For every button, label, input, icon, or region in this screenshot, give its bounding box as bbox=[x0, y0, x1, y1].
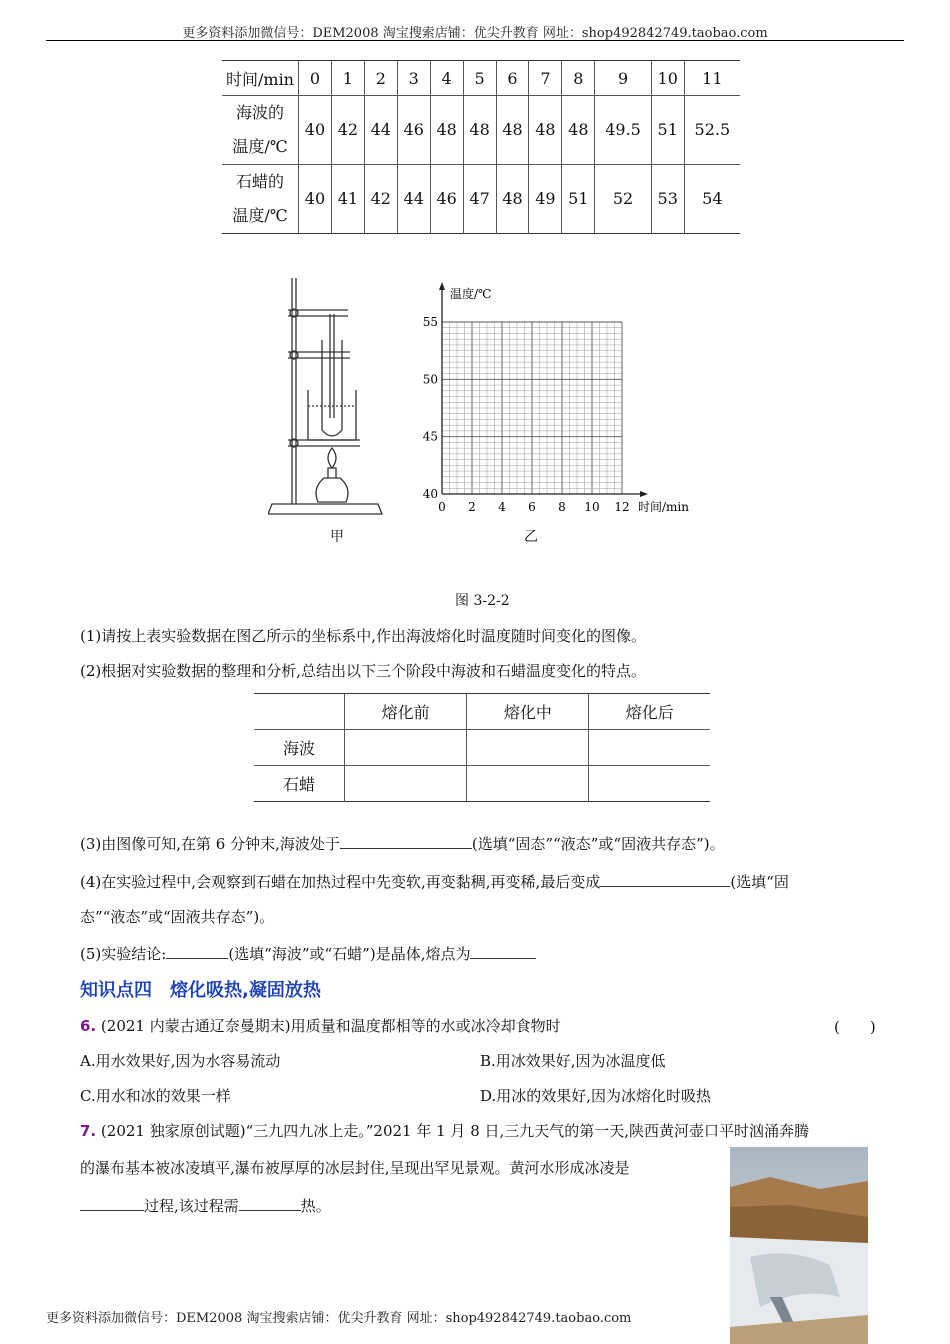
question-number: 7. bbox=[80, 1122, 97, 1140]
page-footer: 更多资料添加微信号：DEM2008 淘宝搜索店铺：优尖升教育 网址：shop492842749.taobao.com bbox=[46, 1311, 632, 1326]
question-5: (5)实验结论: (选填“海波”或“石蜡”)是晶体,熔点为 bbox=[80, 944, 890, 964]
hypo-cell: 52.5 bbox=[684, 96, 740, 165]
wax-cell: 42 bbox=[364, 165, 397, 234]
hypo-cell: 48 bbox=[529, 96, 562, 165]
hypo-cell: 48 bbox=[463, 96, 496, 165]
temperature-grid-chart bbox=[400, 280, 720, 520]
y-axis-arrow bbox=[439, 282, 445, 290]
wax-cell: 54 bbox=[684, 165, 740, 234]
time-header: 时间/min bbox=[222, 61, 299, 96]
hypo-cell: 51 bbox=[651, 96, 684, 165]
x-axis-label: 时间/min bbox=[638, 500, 689, 514]
frozen-waterfall-photo bbox=[730, 1147, 868, 1344]
answer-blank[interactable] bbox=[470, 944, 536, 959]
summary-header-before: 熔化前 bbox=[345, 694, 467, 730]
x-axis-arrow bbox=[640, 491, 648, 497]
question-7-line3: 过程,该过程需 热。 bbox=[80, 1196, 331, 1216]
summary-table bbox=[254, 693, 710, 802]
page-header: 更多资料添加微信号：DEM2008 淘宝搜索店铺：优尖升教育 网址：shop492842749.taobao.com bbox=[182, 26, 768, 41]
option-a[interactable]: A.用水效果好,因为水容易流动 bbox=[80, 1052, 281, 1070]
hypo-cell: 48 bbox=[496, 96, 529, 165]
option-b[interactable]: B.用冰效果好,因为冰温度低 bbox=[480, 1052, 666, 1070]
section-title: 知识点四 熔化吸热,凝固放热 bbox=[80, 980, 321, 1001]
summary-answer-cell[interactable] bbox=[467, 766, 589, 802]
summary-header-during: 熔化中 bbox=[467, 694, 589, 730]
wax-cell: 44 bbox=[397, 165, 430, 234]
x-tick-label: 4 bbox=[498, 500, 506, 514]
question-6: 6. (2021 内蒙古通辽奈曼期末)用质量和温度都相等的水或冰冷却食物时 bbox=[80, 1017, 561, 1035]
summary-header-empty bbox=[254, 694, 345, 730]
option-d[interactable]: D.用冰的效果好,因为冰熔化时吸热 bbox=[480, 1087, 712, 1105]
wax-cell: 40 bbox=[299, 165, 332, 234]
table-row-time bbox=[222, 61, 740, 96]
summary-answer-cell[interactable] bbox=[589, 730, 710, 766]
answer-blank[interactable] bbox=[80, 1196, 144, 1211]
summary-row-label: 海波 bbox=[254, 730, 345, 766]
answer-blank[interactable] bbox=[600, 872, 730, 887]
time-cell: 6 bbox=[496, 61, 529, 96]
hypo-cell: 42 bbox=[331, 96, 364, 165]
question-7-line2: 的瀑布基本被冰凌填平,瀑布被厚厚的冰层封住,呈现出罕见景观。黄河水形成冰凌是 bbox=[80, 1159, 630, 1177]
wax-cell: 49 bbox=[529, 165, 562, 234]
x-tick-label: 0 bbox=[438, 500, 446, 514]
wax-cell: 48 bbox=[496, 165, 529, 234]
y-tick-label: 55 bbox=[422, 315, 438, 329]
time-cell: 9 bbox=[595, 61, 651, 96]
question-2: (2)根据对实验数据的整理和分析,总结出以下三个阶段中海波和石蜡温度变化的特点。 bbox=[80, 662, 647, 680]
answer-blank[interactable] bbox=[340, 834, 472, 849]
time-cell: 8 bbox=[562, 61, 595, 96]
apparatus-diagram bbox=[268, 270, 388, 532]
summary-header-after: 熔化后 bbox=[589, 694, 710, 730]
time-cell: 5 bbox=[463, 61, 496, 96]
wax-cell: 41 bbox=[331, 165, 364, 234]
temperature-data-table bbox=[222, 60, 740, 234]
table-row-hypo bbox=[222, 96, 740, 165]
time-cell: 3 bbox=[397, 61, 430, 96]
hypo-cell: 44 bbox=[364, 96, 397, 165]
hypo-cell: 49.5 bbox=[595, 96, 651, 165]
summary-row-wax bbox=[254, 766, 710, 802]
summary-header-row bbox=[254, 694, 710, 730]
summary-answer-cell[interactable] bbox=[589, 766, 710, 802]
figure-caption: 图 3-2-2 bbox=[455, 593, 510, 609]
summary-answer-cell[interactable] bbox=[345, 730, 467, 766]
x-tick-label: 8 bbox=[558, 500, 566, 514]
y-tick-label: 45 bbox=[422, 429, 438, 444]
summary-answer-cell[interactable] bbox=[467, 730, 589, 766]
question-4-cont: 态”“液态”或“固液共存态”)。 bbox=[80, 908, 275, 926]
answer-blank[interactable] bbox=[166, 944, 228, 959]
time-cell: 11 bbox=[684, 61, 740, 96]
y-tick-label: 40 bbox=[422, 487, 438, 501]
y-tick-label: 50 bbox=[422, 372, 438, 387]
question-3: (3)由图像可知,在第 6 分钟末,海波处于 (选填“固态”“液态”或“固液共存态”)。 bbox=[80, 835, 725, 853]
wax-cell: 51 bbox=[562, 165, 595, 234]
figure-jia-label: 甲 bbox=[330, 529, 344, 545]
time-cell: 1 bbox=[331, 61, 364, 96]
time-cell: 2 bbox=[364, 61, 397, 96]
summary-row-hypo bbox=[254, 730, 710, 766]
time-cell: 7 bbox=[529, 61, 562, 96]
question-number: 6. bbox=[80, 1017, 97, 1035]
header-divider bbox=[46, 40, 904, 41]
wax-cell: 53 bbox=[651, 165, 684, 234]
option-c[interactable]: C.用水和冰的效果一样 bbox=[80, 1087, 231, 1105]
hypo-cell: 46 bbox=[397, 96, 430, 165]
question-1: (1)请按上表实验数据在图乙所示的坐标系中,作出海波熔化时温度随时间变化的图像。 bbox=[80, 627, 647, 645]
hypo-header: 海波的 温度/℃ bbox=[222, 96, 299, 165]
x-tick-label: 10 bbox=[584, 500, 600, 514]
table-row-wax bbox=[222, 165, 740, 234]
x-tick-label: 6 bbox=[528, 500, 536, 514]
time-cell: 4 bbox=[430, 61, 463, 96]
wax-cell: 52 bbox=[595, 165, 651, 234]
answer-bracket[interactable]: ( ) bbox=[834, 1018, 876, 1036]
wax-cell: 46 bbox=[430, 165, 463, 234]
wax-header: 石蜡的 温度/℃ bbox=[232, 172, 288, 225]
answer-blank[interactable] bbox=[239, 1196, 301, 1211]
hypo-cell: 48 bbox=[430, 96, 463, 165]
wax-cell: 47 bbox=[463, 165, 496, 234]
summary-answer-cell[interactable] bbox=[345, 766, 467, 802]
x-tick-label: 12 bbox=[614, 500, 630, 514]
summary-row-label: 石蜡 bbox=[282, 775, 315, 794]
hypo-cell: 48 bbox=[562, 96, 595, 165]
time-cell: 0 bbox=[299, 61, 332, 96]
time-cell: 10 bbox=[651, 61, 684, 96]
question-7: 7. (2021 独家原创试题)“三九四九冰上走。”2021 年 1 月 8 日,三九天气的第一天,陕西黄河壶口平时汹涌奔腾 bbox=[80, 1122, 810, 1140]
x-tick-label: 2 bbox=[468, 500, 476, 514]
hypo-cell: 40 bbox=[299, 96, 332, 165]
question-4: (4)在实验过程中,会观察到石蜡在加热过程中先变软,再变黏稠,再变稀,最后变成 (选填“固 bbox=[80, 873, 789, 891]
figure-yi-label: 乙 bbox=[524, 529, 538, 545]
y-axis-label: 温度/℃ bbox=[450, 287, 492, 301]
